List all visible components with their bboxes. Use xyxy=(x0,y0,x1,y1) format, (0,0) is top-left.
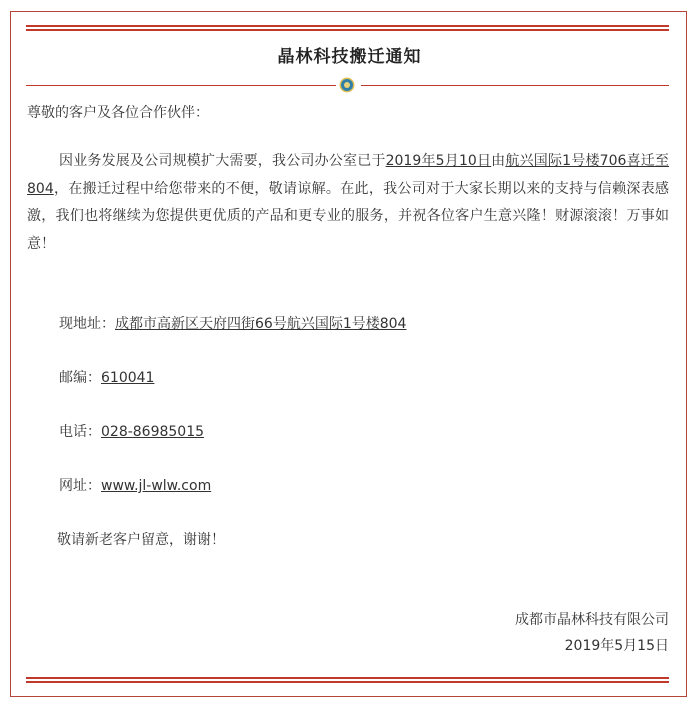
bottom-double-rule xyxy=(26,677,669,683)
signature-date: 2019年5月15日 xyxy=(564,638,669,654)
salutation: 尊敬的客户及各位合作伙伴： xyxy=(27,105,209,121)
move-date: 2019年5月10日 xyxy=(385,153,492,169)
address-label: 现地址： xyxy=(59,316,115,332)
phone-row xyxy=(59,421,204,441)
website-row xyxy=(59,475,211,495)
phone-label: 电话： xyxy=(59,424,101,440)
phone-link[interactable]: 028-86985015 xyxy=(101,424,205,440)
body-mid: 由 xyxy=(491,153,506,169)
title-divider-right xyxy=(361,85,669,86)
website-label: 网址： xyxy=(59,478,101,494)
postcode-row xyxy=(59,367,154,387)
body-intro: 因业务发展及公司规模扩大需要，我公司办公室已于 xyxy=(59,153,386,169)
title-divider-left xyxy=(26,85,336,86)
notice-title: 晶林科技搬迁通知 xyxy=(277,47,422,67)
medallion-icon xyxy=(341,79,353,91)
signature-company: 成都市晶林科技有限公司 xyxy=(515,612,669,628)
closing-line: 敬请新老客户留意，谢谢！ xyxy=(57,532,225,548)
move-route: 航兴国际1号楼706喜迁至804 xyxy=(27,153,670,197)
body-rest: ，在搬迁过程中给您带来的不便，敬请谅解。在此，我公司对于大家长期以来的支持与信赖深表感激，我们也将继续为您提供更优质的产品和更专业的服务，并祝各位客户生意兴隆！财源滚滚！万事如意！ xyxy=(27,180,669,252)
address-row xyxy=(59,313,406,333)
address-value: 成都市高新区天府四街66号航兴国际1号楼804 xyxy=(115,316,407,332)
notice-body xyxy=(27,148,669,258)
website-link[interactable]: www.jl-wlw.com xyxy=(101,478,212,494)
postcode-value: 610041 xyxy=(101,370,155,386)
postcode-label: 邮编： xyxy=(59,370,101,386)
top-double-rule xyxy=(26,25,669,31)
